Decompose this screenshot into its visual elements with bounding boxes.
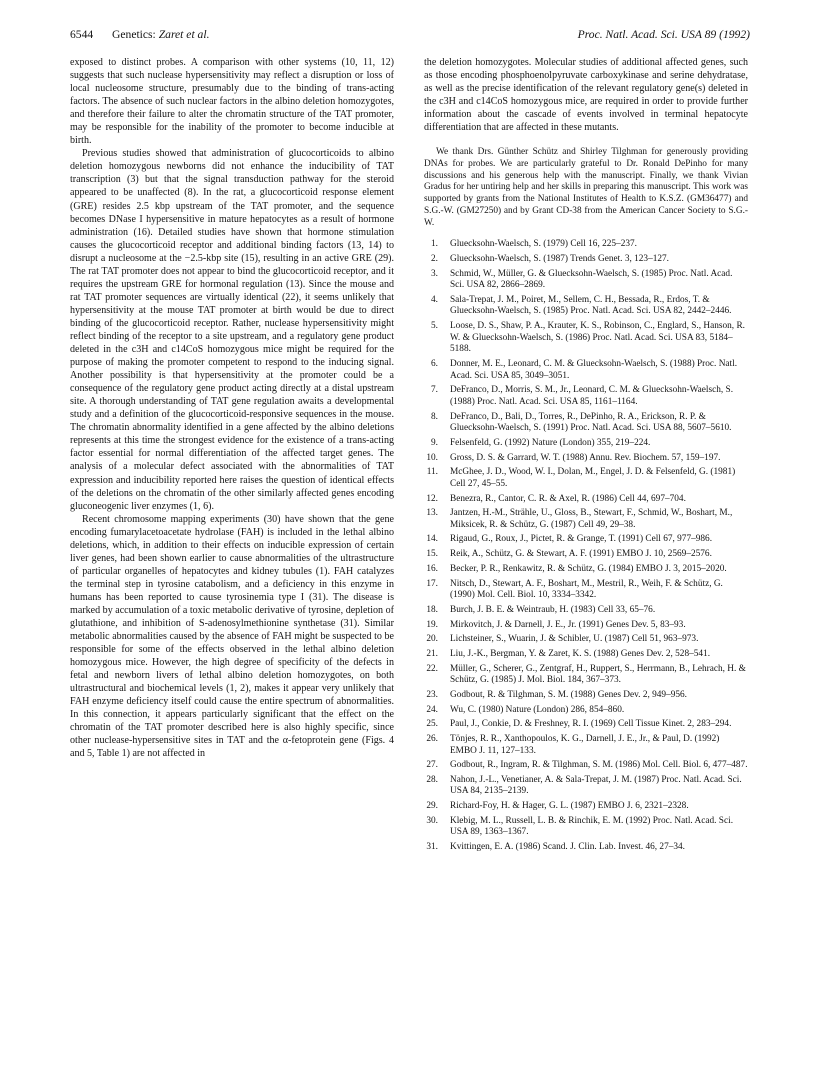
reference-text: Wu, C. (1980) Nature (London) 286, 854–860. — [450, 704, 625, 715]
reference-number: 19. — [426, 619, 438, 630]
paragraph-glucocorticoid: Previous studies showed that administration of glucocorticoids to albino deletion homozygous newborns did not enhance the inducibility of TAT transcription (3) but that the signal transduction pathway for the steroid appeared to be unaffected (8). In the rat, a glucocorticoid response element (GRE) resides 2.5 kbp upstream of the TAT promoter, and the sequence becomes DNase I hypersensitive in mature hepatocytes as a result of hormone administration (16). Detailed studies have shown that hormone stimulation causes the glucocorticoid receptor and additional binding factors (13, 14) to disrupt a nucleosome at the −2.5-kbp site (15), resulting in an active GRE (29). The rat TAT promoter does not appear to bind the glucocorticoid receptor, and it requires the upstream GRE for hormonal regulation (13). Since the mouse and rat TAT promoter sequences are virtually identical (22), it seems unlikely that hypersensitivity at the mouse TAT promoter at birth would be due to direct binding of the glucocorticoid receptor. Rather, nuclease hypersensitivity might reflect binding of the receptor to a site upstream, and a regulatory gene product deleted in the c3H and c14CoS homozygous mice might be required for the purpose of making the promoter competent to respond to the inducing signal. Another possibility is that hypersensitivity at the promoter could be a consequence of the regulatory gene product acting directly at a distal upstream site. A thorough understanding of TAT gene regulation awaits a developmental study and a definition of the glucocorticoid-responsive sequences in the mouse. The chromatin abnormality identified in a gene affected by the albino deletions represents at this time the strongest evidence for the existence of a trans-acting factor essential for normal differentiation of the affected target genes. The analysis of a molecular defect associated with the abnormalities of TAT expression and inducibility reported here raises the question of identical effects of the deletions on the chromatin of the other similarly affected genes encoding gluconeogenic liver enzymes (1, 6). — [70, 148, 394, 512]
reference-text: Schmid, W., Müller, G. & Gluecksohn-Waelsch, S. (1985) Proc. Natl. Acad. Sci. USA 82, 2866–2869. — [450, 268, 733, 291]
reference-text: Müller, G., Scherer, G., Zentgraf, H., Ruppert, S., Herrmann, B., Lehrach, H. & Schütz, G. (1985) J. Mol. Biol. 184, 367–373. — [450, 663, 746, 686]
reference-text: Kvittingen, E. A. (1986) Scand. J. Clin. Lab. Invest. 46, 27–34. — [450, 842, 685, 853]
reference-text: Reik, A., Schütz, G. & Stewart, A. F. (1991) EMBO J. 10, 2569–2576. — [450, 549, 712, 560]
running-header — [70, 28, 750, 48]
reference-item — [424, 295, 748, 318]
reference-text: DeFranco, D., Bali, D., Torres, R., DePinho, R. A., Erickson, R. P. & Gluecksohn-Waelsch, S. (1991) Proc. Natl. Acad. Sci. USA 88, 5607–5610. — [450, 411, 732, 434]
reference-item — [424, 269, 748, 292]
reference-text: Benezra, R., Cantor, C. R. & Axel, R. (1986) Cell 44, 697–704. — [450, 493, 686, 504]
paragraph-fah: Recent chromosome mapping experiments (30) have shown that the gene encoding fumarylacetoacetate hydrolase (FAH) is included in the lethal albino deletions, which, in addition to their effects on inducible expression of certain liver genes, had been shown earlier to cause abnormalities of the ultrastructure of particular organelles of hepatocytes and kidney tubules (1). FAH catalyzes the terminal step in tyrosine catabolism, and a deficiency in this enzyme in humans has been reported to cause tyrosinemia type I (31). The disease is marked by accumulation of a toxic metabolic derivative of tyrosine, depletion of glutathione, and inhibition of S-adenosylmethionine synthetase (31). Similar metabolic abnormalities caused by the absence of FAH might be suspected to be responsible for some of the effects observed in the lethal albino deletion homozygous mice. However, the high degree of specificity of the defects in fetal and newborn livers of lethal albino deletion homozygotes, on both ultrastructural and biochemical levels (1, 2), makes it appear very unlikely that FAH enzyme deficiency itself could cause the entire spectrum of abnormalities. In this connection, it appears particularly significant that the effect on the chromatin of the TAT promoter described here is also highly specific, since other nuclease-hypersensitive sites in TAT and the α-fetoprotein gene (Figs. 4 and 5, Table 1) are not affected in — [70, 513, 394, 760]
reference-item — [424, 579, 748, 602]
reference-number: 23. — [426, 689, 438, 700]
reference-text: Nahon, J.-L., Venetianer, A. & Sala-Trepat, J. M. (1987) Proc. Natl. Acad. Sci. USA 84, 2135–2139. — [450, 774, 742, 797]
reference-number: 25. — [426, 719, 438, 730]
reference-text: Sala-Trepat, J. M., Poiret, M., Sellem, C. H., Bessada, R., Erdos, T. & Gluecksohn-Waelsch, S. (1985) Proc. Natl. Acad. Sci. USA 82, 2442–2446. — [450, 294, 732, 317]
reference-text: Klebig, M. L., Russell, L. B. & Rinchik, E. M. (1992) Proc. Natl. Acad. Sci. USA 89, 1363–1367. — [450, 815, 734, 838]
paragraph-conclusion: the deletion homozygotes. Molecular studies of additional affected genes, such as those encoding phosphoenolpyruvate carboxykinase and serine dehydratase, as well as the precise identification of the relevant regulatory gene(s) deleted in the c3H and c14CoS homozygous mice, are required in order to provide further information about the cascade of events involved in terminal hepatocyte differentiation that are affected in these mutants. — [424, 57, 748, 134]
reference-item — [424, 359, 748, 382]
reference-number: 24. — [426, 704, 438, 715]
reference-item — [424, 760, 748, 772]
reference-item — [424, 605, 748, 617]
reference-text: Paul, J., Conkie, D. & Freshney, R. I. (1969) Cell Tissue Kinet. 2, 283–294. — [450, 719, 732, 730]
reference-number: 18. — [426, 604, 438, 615]
reference-text: Felsenfeld, G. (1992) Nature (London) 355, 219–224. — [450, 437, 651, 448]
reference-item — [424, 508, 748, 531]
reference-number: 4. — [431, 294, 438, 305]
reference-number: 15. — [426, 549, 438, 560]
reference-text: Gluecksohn-Waelsch, S. (1979) Cell 16, 225–237. — [450, 239, 637, 250]
reference-number: 1. — [431, 239, 438, 250]
author-line: Zaret et al. — [158, 28, 210, 41]
reference-number: 6. — [431, 359, 438, 370]
reference-text: Jantzen, H.-M., Strähle, U., Gloss, B., Stewart, F., Schmid, W., Boshart, M., Miksicek, R. & Schütz, G. (1987) Cell 49, 29–38. — [450, 508, 733, 530]
reference-list — [424, 239, 748, 854]
reference-number: 31. — [426, 842, 438, 853]
reference-text: Burch, J. B. E. & Weintraub, H. (1983) Cell 33, 65–76. — [450, 604, 656, 615]
reference-text: Loose, D. S., Shaw, P. A., Krauter, K. S., Robinson, C., Englard, S., Hanson, R. W. & Gluecksohn-Waelsch, S. (1986) Proc. Natl. Acad. Sci. USA 83, 5184–5188. — [450, 321, 745, 355]
reference-number: 13. — [426, 508, 438, 519]
reference-number: 22. — [426, 663, 438, 674]
reference-item — [424, 801, 748, 813]
reference-text: Gluecksohn-Waelsch, S. (1987) Trends Genet. 3, 123–127. — [450, 253, 669, 264]
reference-text: Rigaud, G., Roux, J., Pictet, R. & Grange, T. (1991) Cell 67, 977–986. — [450, 534, 713, 545]
reference-text: Richard-Foy, H. & Hager, G. L. (1987) EMBO J. 6, 2321–2328. — [450, 801, 689, 812]
section-name: Genetics: — [112, 28, 156, 41]
left-column — [70, 56, 394, 761]
reference-item — [424, 719, 748, 731]
reference-item — [424, 453, 748, 465]
reference-text: DeFranco, D., Morris, S. M., Jr., Leonard, C. M. & Gluecksohn-Waelsch, S. (1988) Proc. Natl. Acad. Sci. USA 85, 1161–1164. — [450, 385, 734, 407]
reference-item — [424, 412, 748, 435]
reference-number: 11. — [426, 467, 438, 478]
reference-number: 21. — [426, 648, 438, 659]
reference-number: 14. — [426, 534, 438, 545]
acknowledgments: We thank Drs. Günther Schütz and Shirley Tilghman for generously providing DNAs for probes. We are particularly grateful to Dr. Ronald DePinho for many discussions and his generous help with the manuscript. Finally, we thank Vivian Gradus for her untiring help and her skills in preparing this manuscript. This work was supported by grants from the National Institutes of Health to K.S.Z. (GM36477) and S.G.-W. (GM27250) and by Grant CD-38 from the American Cancer Society to S.G.-W. — [424, 147, 748, 228]
reference-number: 29. — [426, 801, 438, 812]
reference-number: 8. — [431, 411, 438, 422]
reference-text: McGhee, J. D., Wood, W. I., Dolan, M., Engel, J. D. & Felsenfeld, G. (1981) Cell 27, 45–55. — [450, 467, 736, 489]
reference-number: 28. — [426, 774, 438, 785]
reference-item — [424, 620, 748, 632]
reference-item — [424, 438, 748, 450]
reference-text: Tönjes, R. R., Xanthopoulos, K. G., Darnell, J. E., Jr., & Paul, D. (1992) EMBO J. 11, 127–133. — [450, 733, 720, 756]
paragraph-continuation: exposed to distinct probes. A comparison with other systems (10, 11, 12) suggests that such nuclease hypersensitivity may reflect a disruption or loss of local nucleosome structure, presumably due to the binding of trans-acting factors. The absence of such nuclear factors in the albino deletion homozygotes, and therefore their failure to alter the chromatin structure of the TAT promoter, may be responsible for the inability of the promoter to become inducible at birth. — [70, 57, 394, 147]
reference-item — [424, 705, 748, 717]
reference-text: Becker, P. R., Renkawitz, R. & Schütz, G. (1984) EMBO J. 3, 2015–2020. — [450, 563, 727, 574]
reference-item — [424, 649, 748, 661]
reference-item — [424, 254, 748, 266]
reference-item — [424, 321, 748, 356]
reference-number: 9. — [431, 437, 438, 448]
reference-item — [424, 239, 748, 251]
reference-number: 27. — [426, 760, 438, 771]
reference-text: Mirkovitch, J. & Darnell, J. E., Jr. (1991) Genes Dev. 5, 83–93. — [450, 619, 686, 630]
reference-item — [424, 549, 748, 561]
reference-number: 17. — [426, 578, 438, 589]
reference-number: 16. — [426, 563, 438, 574]
reference-number: 12. — [426, 493, 438, 504]
reference-item — [424, 467, 748, 490]
reference-item — [424, 534, 748, 546]
reference-item — [424, 775, 748, 798]
reference-text: Nitsch, D., Stewart, A. F., Boshart, M., Mestril, R., Weih, F. & Schütz, G. (1990) Mol. Cell. Biol. 10, 3334–3342. — [450, 578, 723, 601]
reference-item — [424, 385, 748, 408]
section-label — [112, 28, 209, 41]
reference-number: 2. — [431, 253, 438, 264]
reference-text: Lichsteiner, S., Wuarin, J. & Schibler, U. (1987) Cell 51, 963–973. — [450, 634, 699, 645]
reference-item — [424, 664, 748, 687]
reference-number: 30. — [426, 815, 438, 826]
right-column — [424, 56, 748, 857]
reference-number: 5. — [431, 321, 438, 332]
reference-number: 26. — [426, 733, 438, 744]
reference-text: Donner, M. E., Leonard, C. M. & Gluecksohn-Waelsch, S. (1988) Proc. Natl. Acad. Sci. USA 85, 3049–3051. — [450, 359, 738, 381]
reference-text: Godbout, R. & Tilghman, S. M. (1988) Genes Dev. 2, 949–956. — [450, 689, 687, 700]
reference-text: Liu, J.-K., Bergman, Y. & Zaret, K. S. (1988) Genes Dev. 2, 528–541. — [450, 648, 711, 659]
reference-number: 10. — [426, 452, 438, 463]
journal-citation: Proc. Natl. Acad. Sci. USA 89 (1992) — [577, 28, 750, 41]
reference-item — [424, 842, 748, 854]
reference-text: Gross, D. S. & Garrard, W. T. (1988) Annu. Rev. Biochem. 57, 159–197. — [450, 452, 721, 463]
reference-item — [424, 816, 748, 839]
reference-item — [424, 734, 748, 757]
reference-item — [424, 564, 748, 576]
reference-text: Godbout, R., Ingram, R. & Tilghman, S. M. (1986) Mol. Cell. Biol. 6, 477–487. — [450, 760, 748, 771]
reference-item — [424, 494, 748, 506]
reference-number: 7. — [431, 385, 438, 396]
reference-number: 3. — [431, 268, 438, 279]
reference-number: 20. — [426, 634, 438, 645]
page-number: 6544 — [70, 28, 94, 41]
reference-item — [424, 634, 748, 646]
reference-item — [424, 690, 748, 702]
